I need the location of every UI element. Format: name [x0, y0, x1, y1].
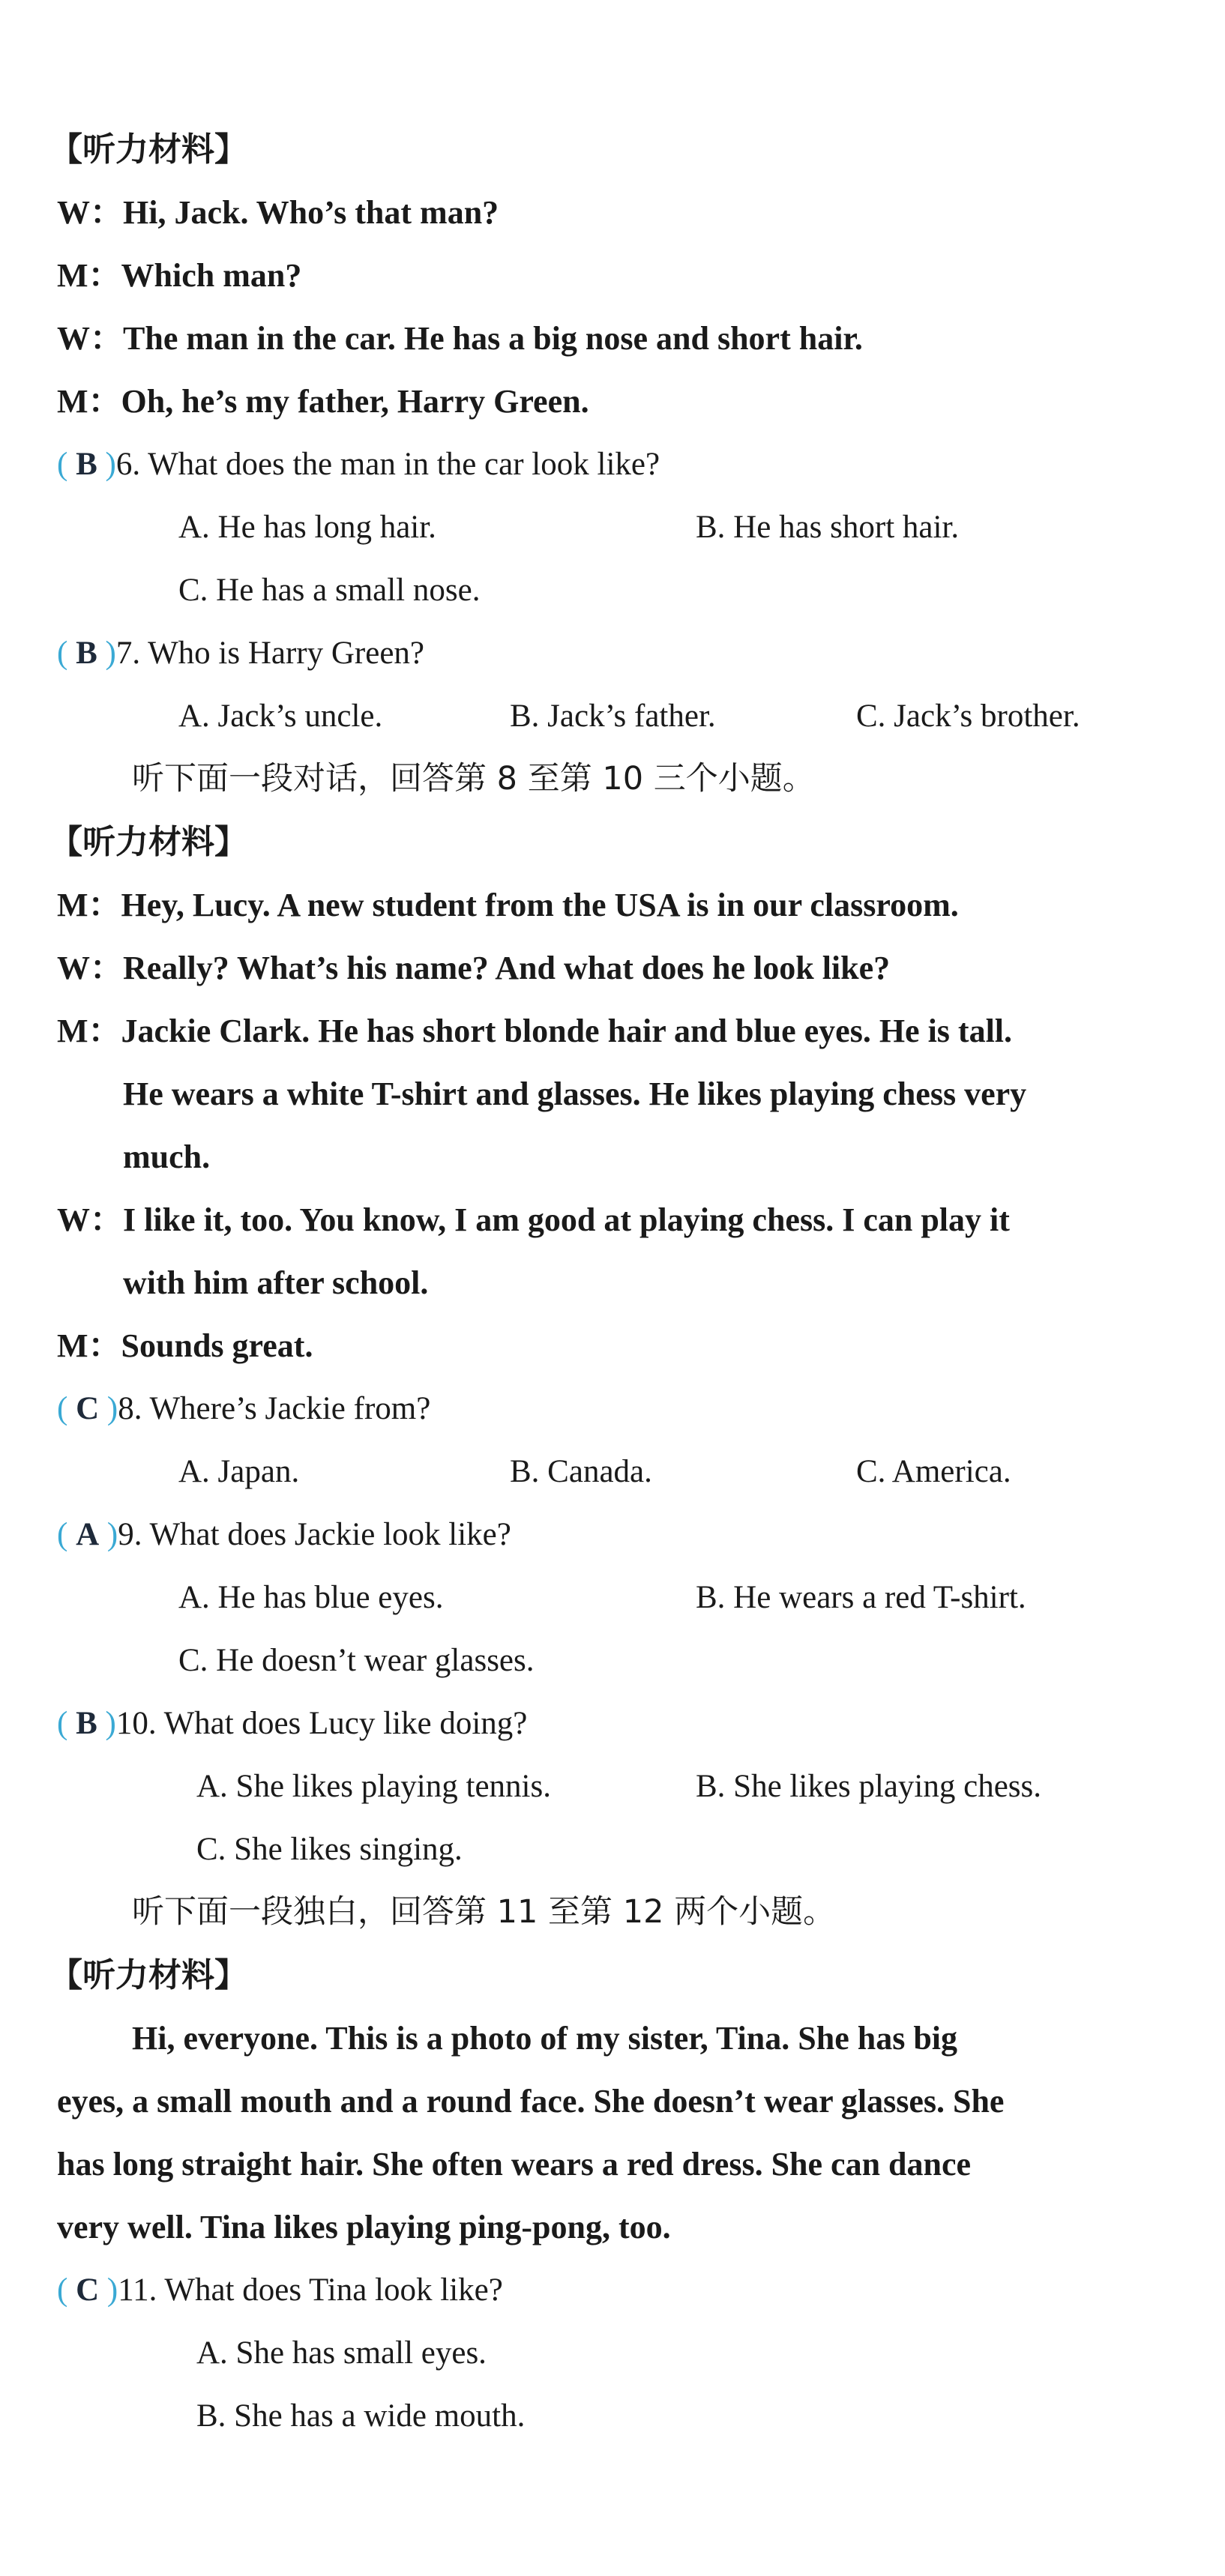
answer-mark: B: [76, 636, 97, 671]
answer-mark: B: [76, 447, 97, 482]
option-a: A. She has small eyes.: [196, 2335, 487, 2371]
dialogue-line: M：Jackie Clark. He has short blonde hair and blue eyes. He is tall.: [57, 1013, 1013, 1049]
monologue-line: has long straight hair. She often wears a red dress. She can dance: [57, 2146, 972, 2183]
dialogue-line: M：Oh, he’s my father, Harry Green.: [57, 383, 589, 420]
option-a: A. He has long hair.: [178, 510, 436, 545]
option-b: B. He wears a red T-shirt.: [696, 1580, 1026, 1615]
dialogue-line: much.: [123, 1138, 211, 1175]
option-c: C. He doesn’t wear glasses.: [178, 1643, 535, 1678]
question-6: ( B )6. What does the man in the car look like?: [57, 447, 660, 482]
dialogue-line: M：Which man?: [57, 257, 302, 294]
option-a: A. Japan.: [178, 1454, 300, 1489]
answer-mark: B: [76, 1706, 97, 1741]
option-a: A. He has blue eyes.: [178, 1580, 444, 1615]
monologue-line: eyes, a small mouth and a round face. She doesn’t wear glasses. She: [57, 2083, 1005, 2120]
question-9: ( A )9. What does Jackie look like?: [57, 1517, 511, 1552]
dialogue-line: with him after school.: [123, 1264, 429, 1301]
section-header: 【听力材料】: [49, 1956, 247, 1994]
dialogue-line: He wears a white T-shirt and glasses. He likes playing chess very: [123, 1076, 1027, 1112]
section-header: 【听力材料】: [49, 130, 247, 169]
option-b: B. She has a wide mouth.: [196, 2398, 526, 2434]
dialogue-line: M：Hey, Lucy. A new student from the USA is in our classroom.: [57, 887, 959, 923]
option-c: C. Jack’s brother.: [856, 699, 1080, 734]
question-8: ( C )8. Where’s Jackie from?: [57, 1391, 431, 1426]
question-7: ( B )7. Who is Harry Green?: [57, 636, 425, 671]
monologue-line: Hi, everyone. This is a photo of my sister, Tina. She has big: [132, 2020, 958, 2057]
section-header: 【听力材料】: [49, 823, 247, 861]
option-c: C. She likes singing.: [196, 1832, 463, 1867]
answer-mark: A: [76, 1517, 100, 1552]
dialogue-line: W：The man in the car. He has a big nose and short hair.: [57, 320, 863, 357]
answer-mark: C: [76, 2272, 100, 2308]
option-c: C. He has a small nose.: [178, 573, 481, 608]
option-b: B. Canada.: [510, 1454, 652, 1489]
dialogue-line: W：Hi, Jack. Who’s that man?: [57, 194, 499, 231]
monologue-line: very well. Tina likes playing ping-pong, too.: [57, 2209, 671, 2245]
instruction: 听下面一段对话，回答第 8 至第 10 三个小题。: [132, 760, 815, 797]
option-b: B. She likes playing chess.: [696, 1769, 1042, 1804]
option-c: C. America.: [856, 1454, 1011, 1489]
option-a: A. She likes playing tennis.: [196, 1769, 551, 1804]
dialogue-line: W：I like it, too. You know, I am good at playing chess. I can play it: [57, 1201, 1010, 1238]
dialogue-line: W：Really? What’s his name? And what does he look like?: [57, 950, 891, 986]
answer-mark: C: [76, 1391, 100, 1426]
option-a: A. Jack’s uncle.: [178, 699, 383, 734]
option-b: B. Jack’s father.: [510, 699, 716, 734]
question-10: ( B )10. What does Lucy like doing?: [57, 1706, 528, 1741]
option-b: B. He has short hair.: [696, 510, 960, 545]
dialogue-line: M：Sounds great.: [57, 1327, 313, 1364]
instruction: 听下面一段独白，回答第 11 至第 12 两个小题。: [132, 1893, 836, 1931]
question-11: ( C )11. What does Tina look like?: [57, 2272, 503, 2308]
